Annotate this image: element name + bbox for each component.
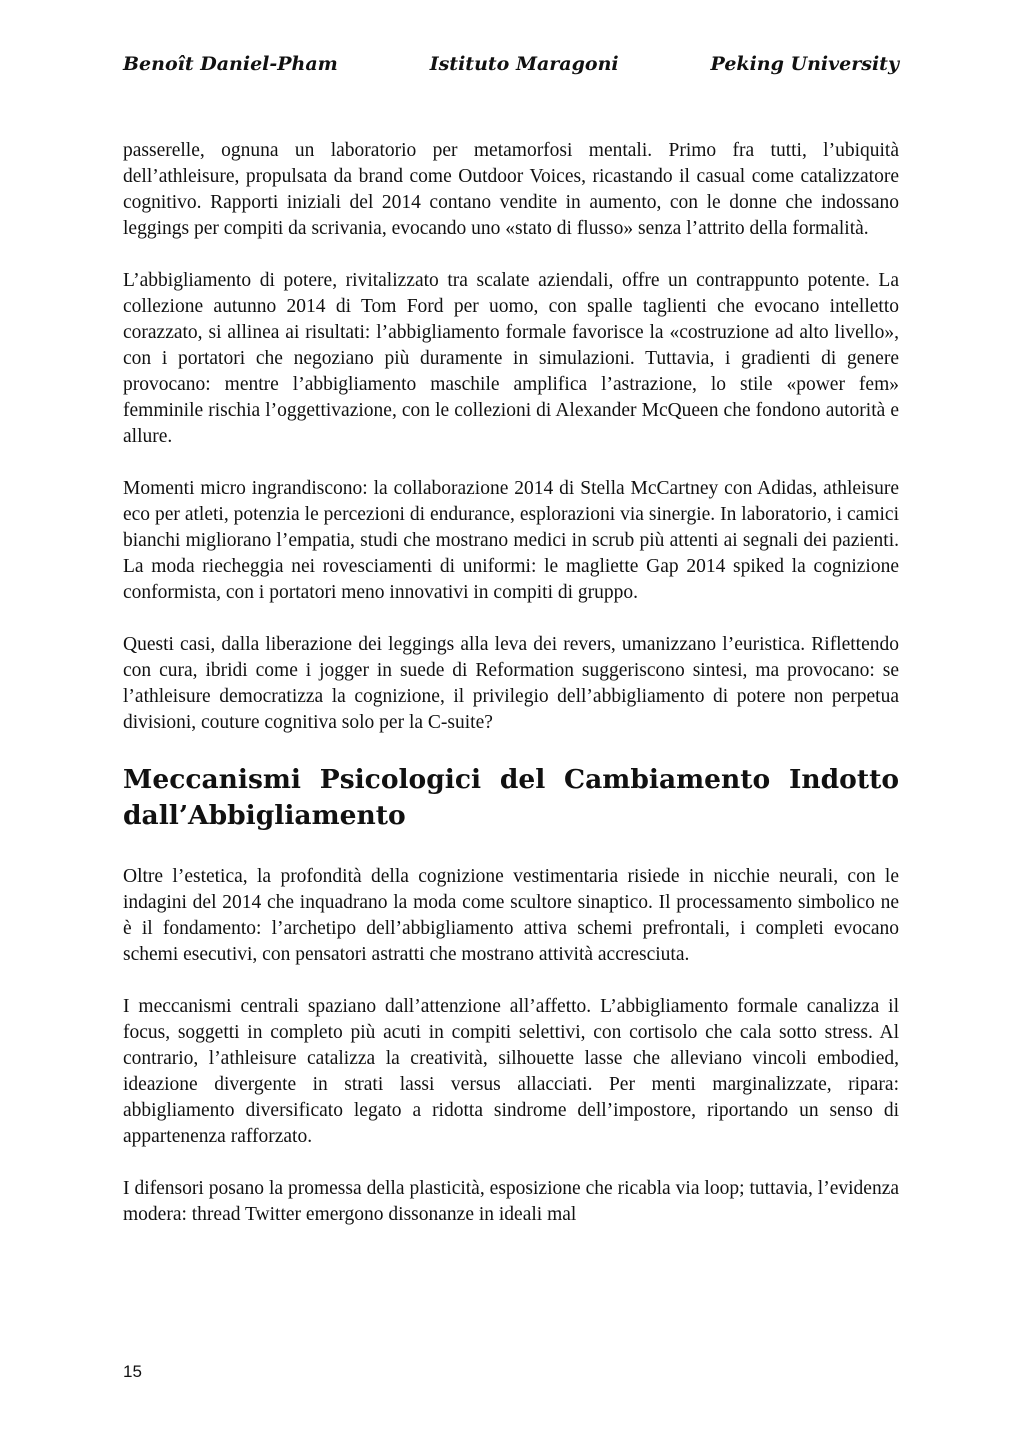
page-body xyxy=(123,138,899,1254)
section-heading: Meccanismi Psicologici del Cambiamento Indotto dall’Abbigliamento xyxy=(123,764,899,831)
running-header xyxy=(123,50,899,78)
body-paragraph: I meccanismi centrali spaziano dall’attenzione all’affetto. L’abbigliamento formale canalizza il focus, soggetti in completo più acuti in compiti selettivi, con cortisolo che cala sotto stress. Al contrario, l’athleisure catalizza la creatività, silhouette lasse che alleviano vincoli embodied, ideazione divergente in strati lassi versus allacciati. Per menti marginalizzate, ripara: abbigliamento diversificato legato a ridotta sindrome dell’impostore, riportando un senso di appartenenza rafforzato. xyxy=(123,996,899,1147)
body-paragraph: Questi casi, dalla liberazione dei leggings alla leva dei revers, umanizzano l’euristica. Riflettendo con cura, ibridi come i jogger in suede di Reformation suggeriscono sintesi, ma provocano: se l’athleisure democratizza la cognizione, il privilegio dell’abbigliamento di potere non perpetua divisioni, couture cognitiva solo per la C-suite? xyxy=(123,634,899,733)
header-author: Benoît Daniel-Pham xyxy=(123,53,338,75)
page-number: 15 xyxy=(123,1362,142,1381)
body-paragraph: Oltre l’estetica, la profondità della cognizione vestimentaria risiede in nicchie neurali, con le indagini del 2014 che inquadrano la moda come scultore sinaptico. Il processamento simbolico ne è il fondamento: l’archetipo dell’abbigliamento attiva schemi prefrontali, i completi evocano schemi esecutivi, con pensatori astratti che mostrano attività accresciuta. xyxy=(123,866,899,965)
body-paragraph: I difensori posano la promessa della plasticità, esposizione che ricabla via loop; tuttavia, l’evidenza modera: thread Twitter emergono dissonanze in ideali mal xyxy=(123,1178,899,1225)
header-university: Peking University xyxy=(710,53,899,75)
header-institution: Istituto Maragoni xyxy=(429,53,619,75)
body-paragraph: passerelle, ognuna un laboratorio per metamorfosi mentali. Primo fra tutti, l’ubiquità dell’athleisure, propulsata da brand come Outdoor Voices, ricastando il casual come catalizzatore cognitivo. Rapporti iniziali del 2014 contano vendite in aumento, con le donne che indossano leggings per compiti da scrivania, evocando uno «stato di flusso» senza l’attrito della formalità. xyxy=(123,140,899,239)
body-paragraph: Momenti micro ingrandiscono: la collaborazione 2014 di Stella McCartney con Adidas, athleisure eco per atleti, potenzia le percezioni di endurance, esplorazioni via sinergie. In laboratorio, i camici bianchi migliorano l’empatia, studi che mostrano medici in scrub più attenti ai segnali dei pazienti. La moda riecheggia nei rovesciamenti di uniformi: le magliette Gap 2014 spiked la cognizione conformista, con i portatori meno innovativi in compiti di gruppo. xyxy=(123,478,899,603)
body-paragraph: L’abbigliamento di potere, rivitalizzato tra scalate aziendali, offre un contrappunto potente. La collezione autunno 2014 di Tom Ford per uomo, con spalle taglienti che evocano intelletto corazzato, si allinea ai risultati: l’abbigliamento formale favorisce la «costruzione ad alto livello», con i portatori che negoziano più duramente in simulazioni. Tuttavia, i gradienti di genere provocano: mentre l’abbigliamento maschile amplifica l’astrazione, lo stile «power fem» femminile rischia l’oggettivazione, con le collezioni di Alexander McQueen che fondono autorità e allure. xyxy=(123,270,899,447)
